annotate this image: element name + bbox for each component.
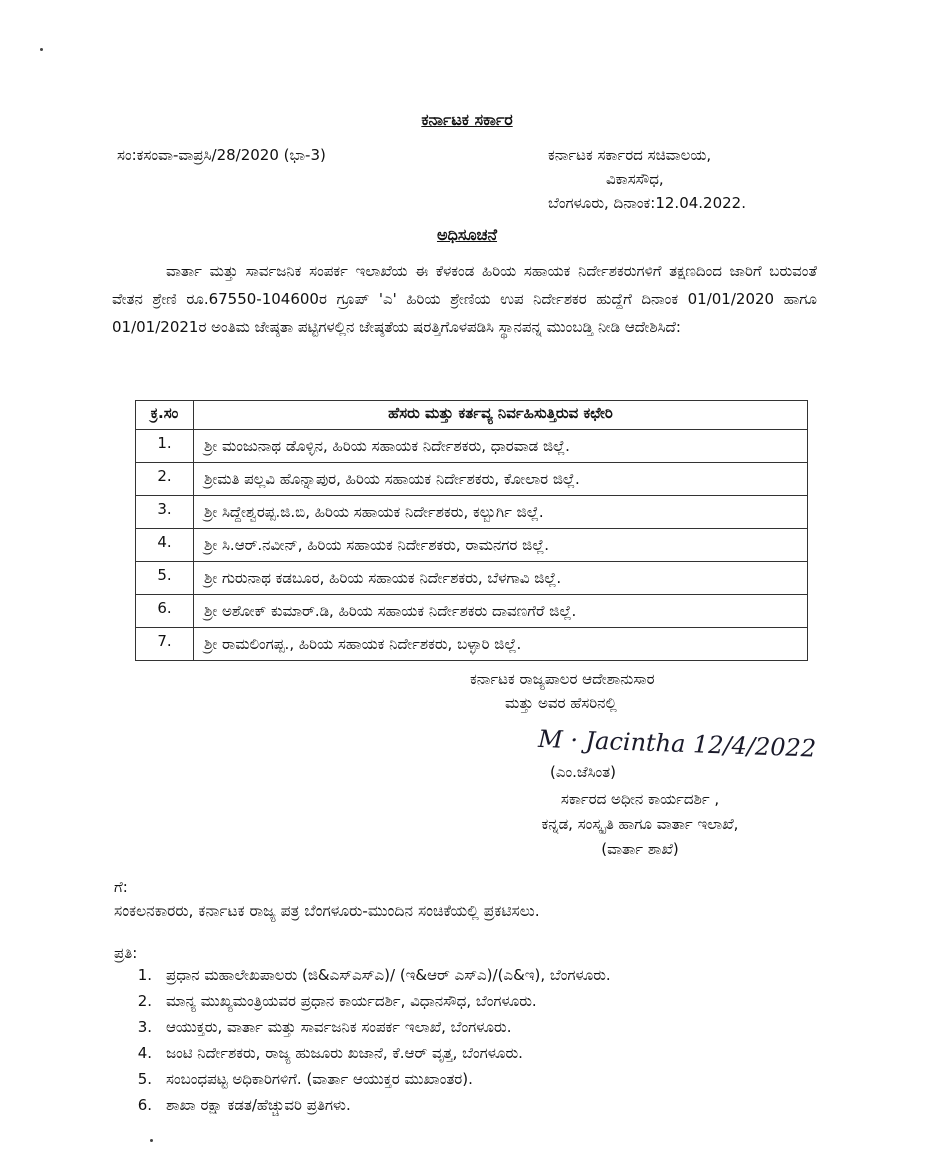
scan-speck: [150, 1139, 153, 1142]
list-item-text: ಆಯುಕ್ತರು, ವಾರ್ತಾ ಮತ್ತು ಸಾರ್ವಜನಿಕ ಸಂಪರ್ಕ ಇಲಾಖೆ, ಬೆಂಗಳೂರು.: [166, 1018, 512, 1036]
serial-cell: 4.: [136, 529, 194, 562]
office-address: [548, 143, 746, 215]
table-row: [136, 463, 808, 496]
copies-list: [114, 962, 611, 1118]
signer-designation: [450, 787, 830, 862]
signer-name: (ಎಂ.ಜೆಸಿಂತ): [550, 763, 616, 781]
table-row: [136, 430, 808, 463]
handwritten-signature: [534, 724, 834, 768]
list-item-text: ಮಾನ್ಯ ಮುಖ್ಯಮಂತ್ರಿಯವರ ಪ್ರಧಾನ ಕಾರ್ಯದರ್ಶಿ, ವಿಧಾನಸೌಧ, ಬೆಂಗಳೂರು.: [166, 992, 537, 1010]
name-cell: ಶ್ರೀ ಗುರುನಾಥ ಕಡಬೂರ, ಹಿರಿಯ ಸಹಾಯಕ ನಿರ್ದೇಶಕರು, ಬೆಳಗಾವಿ ಜಿಲ್ಲೆ.: [194, 562, 808, 595]
name-cell: ಶ್ರೀ ಸಿದ್ದೇಶ್ವರಪ್ಪ.ಜಿ.ಬಿ, ಹಿರಿಯ ಸಹಾಯಕ ನಿರ್ದೇಶಕರು, ಕಲ್ಬುರ್ಗಿ ಜಿಲ್ಲೆ.: [194, 496, 808, 529]
serial-cell: 1.: [136, 430, 194, 463]
promotion-table: [135, 400, 808, 661]
designation-line: ಕನ್ನಡ, ಸಂಸ್ಕೃತಿ ಹಾಗೂ ವಾರ್ತಾ ಇಲಾಖೆ,: [541, 815, 739, 833]
name-cell: ಶ್ರೀಮತಿ ಪಲ್ಲವಿ ಹೊನ್ನಾಪುರ, ಹಿರಿಯ ಸಹಾಯಕ ನಿರ್ದೇಶಕರು, ಕೋಲಾರ ಜಿಲ್ಲೆ.: [194, 463, 808, 496]
authority-line: ಕರ್ನಾಟಕ ರಾಜ್ಯಪಾಲರ ಆದೇಶಾನುಸಾರ: [470, 670, 655, 688]
notification-heading: ಅಧಿಸೂಚನೆ: [436, 225, 498, 244]
list-item-text: ಶಾಖಾ ರಕ್ಷಾ ಕಡತ/ಹೆಚ್ಚುವರಿ ಪ್ರತಿಗಳು.: [166, 1096, 351, 1114]
list-item-number: 3.: [137, 1018, 152, 1036]
serial-cell: 2.: [136, 463, 194, 496]
designation-line: ಸರ್ಕಾರದ ಅಧೀನ ಕಾರ್ಯದರ್ಶಿ ,: [560, 790, 720, 808]
list-item: [114, 1092, 611, 1118]
serial-cell: 7.: [136, 628, 194, 661]
serial-cell: 6.: [136, 595, 194, 628]
list-item-number: 1.: [137, 966, 152, 984]
list-item-number: 2.: [137, 992, 152, 1010]
document-title: ಕರ್ನಾಟಕ ಸರ್ಕಾರ: [421, 110, 513, 129]
list-item-text: ಸಂಬಂಧಪಟ್ಟ ಅಧಿಕಾರಿಗಳಿಗೆ. (ವಾರ್ತಾ ಆಯುಕ್ತರ ಮುಖಾಂತರ).: [166, 1070, 473, 1088]
reference-number: ಸಂ:ಕಸಂವಾ-ವಾಪ್ರಸಿ/28/2020 (ಭಾ-3): [117, 146, 326, 164]
recipient-text: ಸಂಕಲನಕಾರರು, ಕರ್ನಾಟಕ ರಾಜ್ಯ ಪತ್ರ ಬೆಂಗಳೂರು-ಮುಂದಿನ ಸಂಚಿಕೆಯಲ್ಲಿ ಪ್ರಕಟಿಸಲು.: [114, 902, 540, 920]
list-item: [114, 1040, 611, 1066]
address-line: ವಿಕಾಸಸೌಧ,: [606, 170, 664, 188]
table-header-row: [136, 401, 808, 430]
name-cell: ಶ್ರೀ ಅಶೋಕ್ ಕುಮಾರ್.ಡಿ, ಹಿರಿಯ ಸಹಾಯಕ ನಿರ್ದೇಶಕರು ದಾವಣಗೆರೆ ಜಿಲ್ಲೆ.: [194, 595, 808, 628]
scan-speck: [40, 48, 43, 51]
list-item-number: 6.: [137, 1096, 152, 1114]
notification-body: [112, 257, 817, 341]
table-row: [136, 529, 808, 562]
signature-text: M · Jacintha 12/4/2022: [537, 724, 817, 763]
name-cell: ಶ್ರೀ ಸಿ.ಆರ್.ನವೀನ್, ಹಿರಿಯ ಸಹಾಯಕ ನಿರ್ದೇಶಕರು, ರಾಮನಗರ ಜಿಲ್ಲೆ.: [194, 529, 808, 562]
list-item: [114, 1014, 611, 1040]
serial-cell: 3.: [136, 496, 194, 529]
list-item-number: 4.: [137, 1044, 152, 1062]
list-item: [114, 962, 611, 988]
copies-label: ಪ್ರತಿ:: [114, 944, 138, 962]
list-item-text: ಪ್ರಧಾನ ಮಹಾಲೇಖಪಾಲರು (ಜಿ&ಎಸ್ಎಸ್ಎ)/ (ಇ&ಆರ್ ಎಸ್ಎ)/(ಎ&ಇ), ಬೆಂಗಳೂರು.: [166, 966, 611, 984]
name-cell: ಶ್ರೀ ಮಂಜುನಾಥ ಡೊಳ್ಳಿನ, ಹಿರಿಯ ಸಹಾಯಕ ನಿರ್ದೇಶಕರು, ಧಾರವಾಡ ಜಿಲ್ಲೆ.: [194, 430, 808, 463]
recipient-label: ಗೆ:: [114, 878, 128, 896]
column-header-name: ಹೆಸರು ಮತ್ತು ಕರ್ತವ್ಯ ನಿರ್ವಹಿಸುತ್ತಿರುವ ಕಛೇರಿ: [194, 401, 808, 430]
table-row: [136, 595, 808, 628]
designation-line: (ವಾರ್ತಾ ಶಾಖೆ): [601, 840, 679, 858]
table-row: [136, 562, 808, 595]
name-cell: ಶ್ರೀ ರಾಮಲಿಂಗಪ್ಪ., ಹಿರಿಯ ಸಹಾಯಕ ನಿರ್ದೇಶಕರು, ಬಳ್ಳಾರಿ ಜಿಲ್ಲೆ.: [194, 628, 808, 661]
address-line: ಕರ್ನಾಟಕ ಸರ್ಕಾರದ ಸಚಿವಾಲಯ,: [548, 146, 712, 164]
address-date-line: ಬೆಂಗಳೂರು, ದಿನಾಂಕ:12.04.2022.: [548, 194, 746, 212]
notification-text: ವಾರ್ತಾ ಮತ್ತು ಸಾರ್ವಜನಿಕ ಸಂಪರ್ಕ ಇಲಾಖೆಯ ಈ ಕೆಳಕಂಡ ಹಿರಿಯ ಸಹಾಯಕ ನಿರ್ದೇಶಕರುಗಳಿಗೆ ತಕ್ಷಣದಿಂದ ಜಾರಿಗೆ ಬರುವಂತೆ ವೇತನ ಶ್ರೇಣಿ ರೂ.67550-104600ರ ಗ್ರೂಪ್ 'ಎ' ಹಿರಿಯ ಶ್ರೇಣಿಯ ಉಪ ನಿರ್ದೇಶಕರ ಹುದ್ದೆಗೆ ದಿನಾಂಕ 01/01/2020 ಹಾಗೂ 01/01/2021ರ ಅಂತಿಮ ಜೇಷ್ಠತಾ ಪಟ್ಟಿಗಳಲ್ಲಿನ ಜೇಷ್ಠತೆಯ ಷರತ್ತಿಗೊಳಪಡಿಸಿ ಸ್ಥಾನಪನ್ನ ಮುಂಬಡ್ತಿ ನೀಡಿ ಆದೇಶಿಸಿದೆ:: [112, 262, 817, 336]
list-item: [114, 988, 611, 1014]
list-item-number: 5.: [137, 1070, 152, 1088]
list-item-text: ಜಂಟಿ ನಿರ್ದೇಶಕರು, ರಾಜ್ಯ ಹುಜೂರು ಖಜಾನೆ, ಕೆ.ಆರ್ ವೃತ್ತ, ಬೆಂಗಳೂರು.: [166, 1044, 523, 1062]
table-row: [136, 496, 808, 529]
table-row: [136, 628, 808, 661]
serial-cell: 5.: [136, 562, 194, 595]
column-header-serial: ಕ್ರ.ಸಂ: [136, 401, 194, 430]
authority-block: [470, 667, 655, 715]
list-item: [114, 1066, 611, 1092]
signature-graphic: [534, 724, 834, 768]
authority-line: ಮತ್ತು ಅವರ ಹೆಸರಿನಲ್ಲಿ: [505, 694, 617, 712]
